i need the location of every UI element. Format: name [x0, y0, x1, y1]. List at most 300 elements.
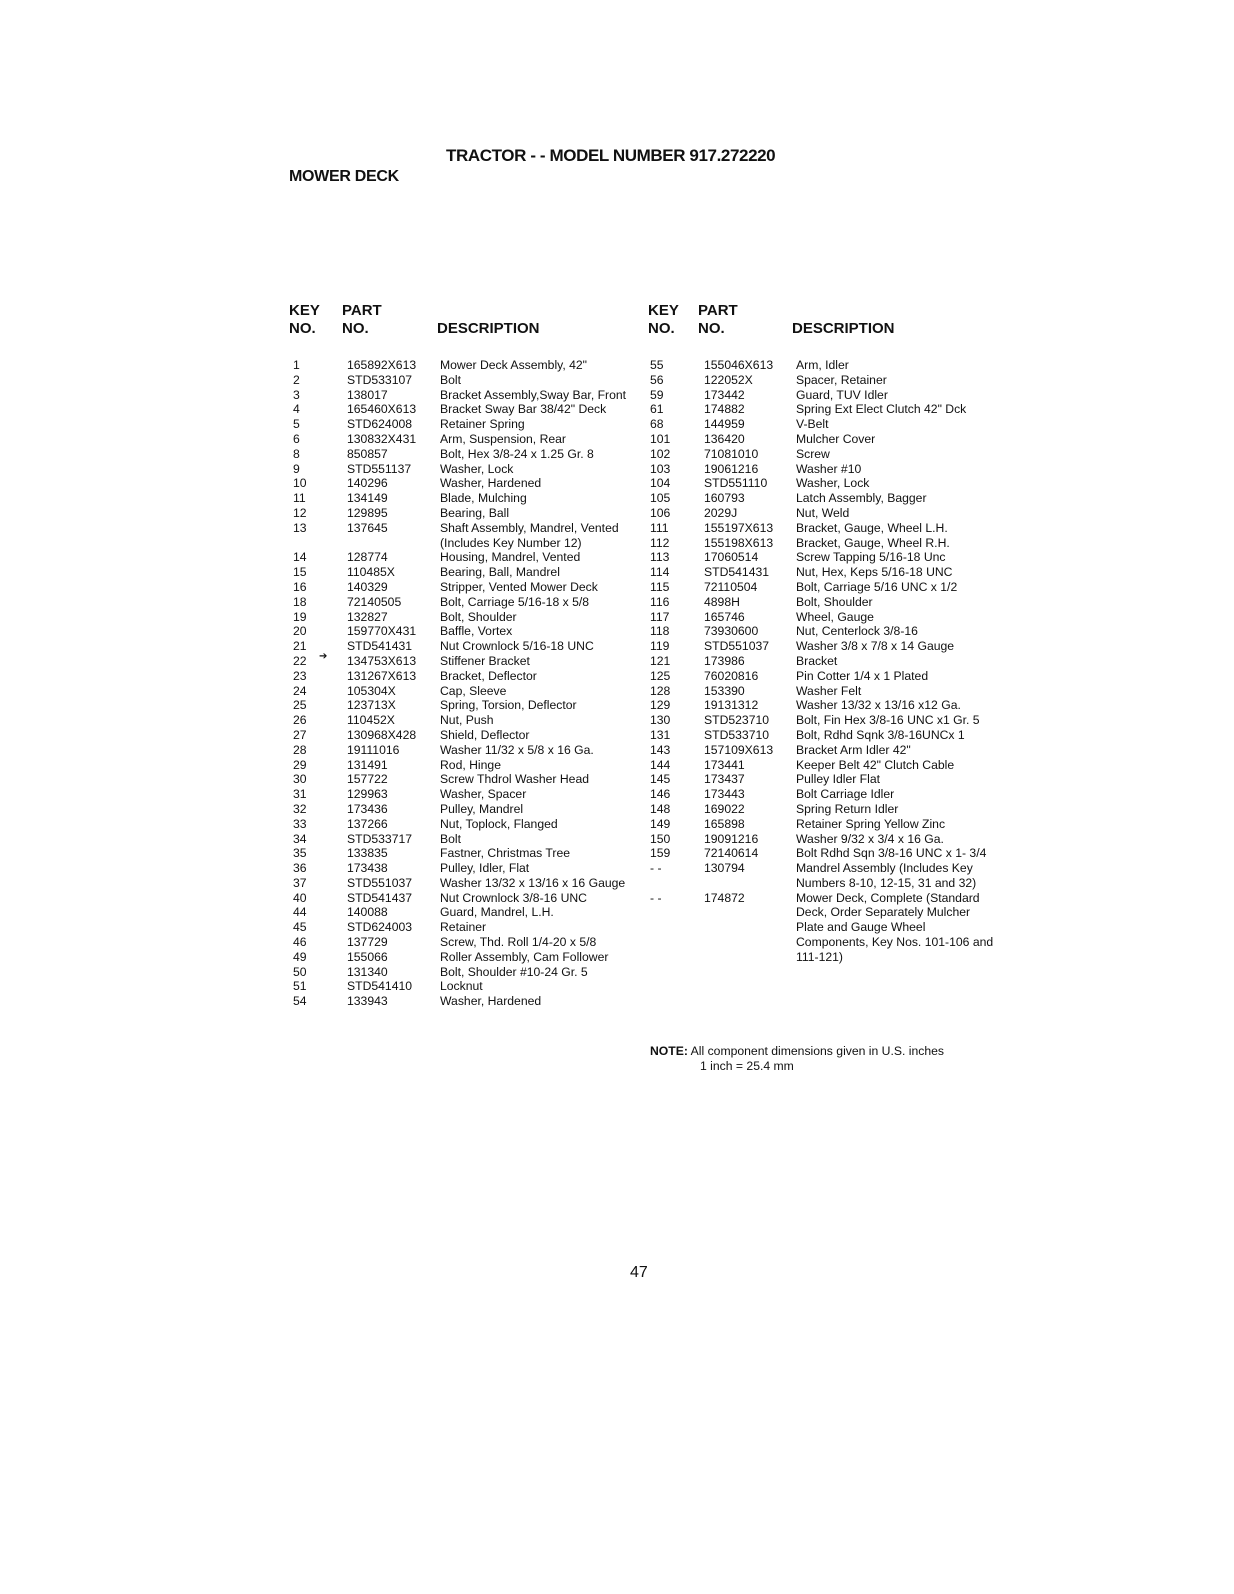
key-number: 22: [293, 653, 307, 668]
parts-row: [650, 536, 996, 551]
part-description: Washer 3/8 x 7/8 x 14 Gauge: [796, 639, 955, 654]
key-number: 119: [650, 639, 670, 654]
part-number: 173436: [347, 801, 388, 816]
key-number: 11: [293, 491, 306, 506]
parts-row: [650, 624, 996, 639]
part-header-line2: NO.: [698, 320, 725, 337]
key-number: - -: [650, 890, 662, 905]
key-header-line2: NO.: [289, 320, 316, 337]
part-number: 136420: [704, 431, 745, 446]
key-number: 146: [650, 787, 671, 802]
key-number: 6: [293, 431, 300, 446]
part-number: 173986: [704, 653, 745, 668]
key-number: 125: [650, 668, 671, 683]
parts-row: [650, 698, 996, 713]
part-description: Washer, Hardened: [440, 994, 542, 1009]
part-description: Pin Cotter 1/4 x 1 Plated: [796, 668, 929, 683]
part-number: 131267X613: [347, 668, 417, 683]
part-number: 144959: [704, 417, 745, 432]
part-number: 123713X: [347, 698, 396, 713]
part-number: 174872: [704, 890, 745, 905]
part-description: Bolt, Carriage 5/16 UNC x 1/2: [796, 579, 958, 594]
part-description: Mulcher Cover: [796, 431, 876, 446]
part-description: Spring Ext Elect Clutch 42" Dck: [796, 402, 967, 417]
key-number: 15: [293, 565, 307, 580]
parts-row: [293, 684, 640, 699]
parts-row: [293, 861, 640, 876]
part-description: Nut Crownlock 3/8-16 UNC: [440, 890, 587, 905]
part-number: 19111016: [347, 742, 400, 757]
part-number: 173442: [704, 387, 745, 402]
key-number: 129: [650, 698, 671, 713]
parts-row: [650, 550, 996, 565]
key-number: 2: [293, 372, 300, 387]
part-number: 72110504: [704, 579, 758, 594]
key-number: 40: [293, 890, 307, 905]
part-description: Baffle, Vortex: [440, 624, 513, 639]
key-number: 36: [293, 861, 307, 876]
part-number: 173443: [704, 787, 745, 802]
part-number: STD541410: [347, 979, 413, 994]
parts-row: [650, 817, 996, 832]
key-number: 45: [293, 920, 307, 935]
parts-row: [293, 639, 640, 654]
page-number: 47: [630, 1264, 648, 1281]
part-description: Arm, Idler: [796, 358, 849, 372]
key-number: 103: [650, 461, 671, 476]
key-number: 18: [293, 594, 307, 609]
parts-row: [293, 462, 640, 477]
part-description: Bolt: [440, 372, 462, 387]
parts-row: [650, 846, 996, 861]
key-number: 117: [650, 609, 670, 624]
part-description: Shaft Assembly, Mandrel, Vented (Includes Key Number 12): [440, 520, 619, 550]
key-number: 61: [650, 402, 664, 417]
part-number: 129895: [347, 505, 388, 520]
key-number: 19: [293, 609, 307, 624]
part-description: Keeper Belt 42" Clutch Cable: [796, 757, 955, 772]
part-number: 140296: [347, 476, 388, 491]
left-description-header: DESCRIPTION: [437, 320, 540, 337]
part-description: Washer 11/32 x 5/8 x 16 Ga.: [440, 742, 594, 757]
parts-row: [293, 979, 640, 994]
parts-row: [293, 373, 640, 388]
key-number: 144: [650, 757, 671, 772]
parts-row: [293, 358, 640, 373]
parts-row: [293, 388, 640, 403]
key-number: 50: [293, 964, 307, 979]
key-number: 106: [650, 505, 671, 520]
part-description: Spring, Torsion, Deflector: [440, 698, 577, 713]
part-description: Washer 13/32 x 13/16 x 16 Gauge: [440, 875, 626, 890]
part-description: Retainer Spring Yellow Zinc: [796, 816, 946, 831]
key-number: 1: [293, 358, 300, 372]
part-description: Guard, TUV Idler: [796, 387, 888, 402]
part-description: Bolt, Shoulder: [440, 609, 517, 624]
part-description: Bracket Assembly,Sway Bar, Front: [440, 387, 627, 402]
key-header-line1: KEY: [289, 302, 320, 319]
part-description: Washer, Hardened: [440, 476, 542, 491]
part-number: 174882: [704, 402, 745, 417]
part-number: STD533107: [347, 372, 413, 387]
key-number: 28: [293, 742, 307, 757]
parts-row: [650, 891, 996, 965]
left-key-header: [289, 302, 320, 338]
part-description: Bolt: [440, 831, 462, 846]
part-description: Bolt Rdhd Sqn 3/8-16 UNC x 1- 3/4: [796, 846, 987, 861]
key-number: 46: [293, 935, 307, 950]
parts-row: [650, 787, 996, 802]
part-number: 71081010: [704, 446, 759, 461]
key-number: 149: [650, 816, 671, 831]
part-number: 140088: [347, 905, 388, 920]
part-description: Stripper, Vented Mower Deck: [440, 579, 598, 594]
key-number: 32: [293, 801, 307, 816]
part-description: Pulley Idler Flat: [796, 772, 880, 787]
note-line2: 1 inch = 25.4 mm: [700, 1058, 794, 1073]
key-number: 4: [293, 402, 300, 417]
parts-row: [293, 698, 640, 713]
part-number: 19091216: [704, 831, 759, 846]
key-number: 114: [650, 565, 670, 580]
parts-row: [293, 950, 640, 965]
key-header-line2: NO.: [648, 320, 675, 337]
key-number: 10: [293, 476, 307, 491]
parts-row: [293, 772, 640, 787]
part-number: 129963: [347, 787, 388, 802]
part-number: 19131312: [704, 698, 759, 713]
key-number: 27: [293, 727, 307, 742]
parts-row: [293, 476, 640, 491]
part-number: 122052X: [704, 372, 753, 387]
parts-row: [650, 447, 996, 462]
part-number: 140329: [347, 579, 388, 594]
part-number: 110485X: [347, 565, 395, 580]
key-number: 102: [650, 446, 671, 461]
parts-row: [650, 417, 996, 432]
parts-row: [293, 580, 640, 595]
parts-row: [293, 447, 640, 462]
left-parts-table: [293, 358, 640, 1009]
key-number: 44: [293, 905, 307, 920]
left-part-header: [342, 302, 382, 338]
parts-row: [293, 935, 640, 950]
parts-row: [293, 994, 640, 1009]
parts-row: [293, 506, 640, 521]
part-number: STD533717: [347, 831, 413, 846]
part-number: 131491: [347, 757, 388, 772]
parts-row: [293, 417, 640, 432]
part-description: Cap, Sleeve: [440, 683, 507, 698]
parts-row: [293, 876, 640, 891]
key-number: 143: [650, 742, 671, 757]
key-number: 49: [293, 949, 307, 964]
part-description: Housing, Mandrel, Vented: [440, 550, 581, 565]
parts-row: [650, 654, 996, 669]
key-number: 150: [650, 831, 671, 846]
parts-row: [650, 476, 996, 491]
part-header-line1: PART: [698, 302, 738, 319]
key-number: 21: [293, 639, 307, 654]
part-description: Locknut: [440, 979, 483, 994]
key-number: 145: [650, 772, 671, 787]
key-number: 31: [293, 787, 307, 802]
part-description: Rod, Hinge: [440, 757, 501, 772]
parts-row: [650, 491, 996, 506]
parts-row: [293, 905, 640, 920]
key-number: 5: [293, 417, 300, 432]
key-number: 29: [293, 757, 307, 772]
key-number: 34: [293, 831, 307, 846]
parts-row: [650, 432, 996, 447]
part-description: Screw Tapping 5/16-18 Unc: [796, 550, 946, 565]
part-number: 132827: [347, 609, 388, 624]
key-number: 3: [293, 387, 300, 402]
part-number: STD551137: [347, 461, 412, 476]
key-number: 20: [293, 624, 307, 639]
part-number: 155197X613: [704, 520, 774, 535]
key-number: 56: [650, 372, 664, 387]
parts-row: [293, 817, 640, 832]
part-number: 133835: [347, 846, 388, 861]
part-description: Pulley, Idler, Flat: [440, 861, 530, 876]
part-number: STD624003: [347, 920, 413, 935]
key-number: 8: [293, 446, 300, 461]
right-description-header: DESCRIPTION: [792, 320, 895, 337]
part-description: Bolt, Rdhd Sqnk 3/8-16UNCx 1: [796, 727, 965, 742]
part-description: Screw: [796, 446, 830, 461]
parts-row: [293, 432, 640, 447]
part-number: 131340: [347, 964, 388, 979]
part-number: 173441: [704, 757, 745, 772]
key-number: 24: [293, 683, 307, 698]
parts-row: [293, 521, 640, 551]
part-number: 137266: [347, 816, 388, 831]
part-description: Shield, Deflector: [440, 727, 530, 742]
part-description: V-Belt: [796, 417, 829, 432]
part-number: 17060514: [704, 550, 759, 565]
key-number: 104: [650, 476, 671, 491]
parts-row: [293, 802, 640, 817]
part-description: Retainer Spring: [440, 417, 525, 432]
part-description: Stiffener Bracket: [440, 653, 530, 668]
key-number: 30: [293, 772, 307, 787]
part-description: Guard, Mandrel, L.H.: [440, 905, 554, 920]
key-number: 105: [650, 491, 671, 506]
key-number: 115: [650, 579, 670, 594]
parts-row: [293, 650, 640, 669]
parts-row: [650, 358, 996, 373]
part-description: Bolt, Shoulder #10-24 Gr. 5: [440, 964, 588, 979]
parts-row: [650, 373, 996, 388]
parts-row: [650, 802, 996, 817]
part-description: Nut, Toplock, Flanged: [440, 816, 558, 831]
part-description: Nut, Hex, Keps 5/16-18 UNC: [796, 565, 953, 580]
part-number: STD551037: [347, 875, 413, 890]
part-description: Washer 13/32 x 13/16 x12 Ga.: [796, 698, 961, 713]
part-number: 4898H: [704, 594, 740, 609]
part-description: Washer 9/32 x 3/4 x 16 Ga.: [796, 831, 944, 846]
part-description: Bracket Sway Bar 38/42" Deck: [440, 402, 607, 417]
key-number: 54: [293, 994, 307, 1009]
parts-row: [293, 491, 640, 506]
part-number: 19061216: [704, 461, 759, 476]
key-number: 113: [650, 550, 670, 565]
part-number: STD523710: [704, 713, 770, 728]
key-number: 121: [650, 653, 671, 668]
part-description: Bolt Carriage Idler: [796, 787, 895, 802]
part-number: 133943: [347, 994, 388, 1009]
part-number: 134753X613: [347, 653, 417, 668]
part-number: STD624008: [347, 417, 413, 432]
part-number: 160793: [704, 491, 745, 506]
part-description: Bearing, Ball, Mandrel: [440, 565, 560, 580]
part-description: Nut, Weld: [796, 505, 850, 520]
key-number: 16: [293, 579, 307, 594]
parts-row: [650, 595, 996, 610]
key-number: 13: [293, 520, 307, 535]
part-description: Screw Thdrol Washer Head: [440, 772, 590, 787]
part-number: 134149: [347, 491, 388, 506]
part-number: 110452X: [347, 713, 395, 728]
key-number: 68: [650, 417, 664, 432]
part-description: Bracket, Gauge, Wheel R.H.: [796, 535, 950, 550]
parts-row: [650, 521, 996, 536]
part-description: Mower Deck, Complete (Standard Deck, Order Separately Mulcher Plate and Gauge Wheel Components, Key Nos. 101-106 and 111-121): [796, 890, 994, 964]
parts-row: [293, 713, 640, 728]
part-description: Washer, Lock: [796, 476, 870, 491]
part-number: 153390: [704, 683, 745, 698]
parts-row: [293, 920, 640, 935]
part-number: 130832X431: [347, 431, 417, 446]
part-description: Spring Return Idler: [796, 801, 899, 816]
key-number: 35: [293, 846, 307, 861]
part-description: Bracket, Gauge, Wheel L.H.: [796, 520, 948, 535]
parts-row: [293, 832, 640, 847]
part-number: 130794: [704, 861, 745, 876]
note-label: NOTE:: [650, 1044, 688, 1058]
parts-row: [293, 669, 640, 684]
part-number: 173437: [704, 772, 745, 787]
parts-row: [293, 965, 640, 980]
part-description: Washer #10: [796, 461, 862, 476]
key-number: 14: [293, 550, 307, 565]
key-header-line1: KEY: [648, 302, 679, 319]
key-number: 37: [293, 875, 307, 890]
key-number: 131: [650, 727, 671, 742]
parts-row: [650, 388, 996, 403]
parts-row: [650, 506, 996, 521]
part-number: STD533710: [704, 727, 770, 742]
part-description: Wheel, Gauge: [796, 609, 874, 624]
part-number: 72140505: [347, 594, 402, 609]
part-description: Bolt, Fin Hex 3/8-16 UNC x1 Gr. 5: [796, 713, 980, 728]
parts-row: [293, 550, 640, 565]
part-header-line2: NO.: [342, 320, 369, 337]
key-number: 51: [293, 979, 307, 994]
parts-row: [293, 402, 640, 417]
part-description: Mower Deck Assembly, 42": [440, 358, 588, 372]
part-number: 130968X428: [347, 727, 417, 742]
key-number: 23: [293, 668, 307, 683]
part-number: 2029J: [704, 505, 738, 520]
parts-row: [293, 624, 640, 639]
parts-row: [293, 787, 640, 802]
part-number: 138017: [347, 387, 388, 402]
parts-row: [293, 565, 640, 580]
parts-row: [650, 610, 996, 625]
key-number: 26: [293, 713, 307, 728]
parts-row: [650, 772, 996, 787]
pointer-arrow-icon: ➔: [319, 650, 328, 662]
key-number: - -: [650, 861, 662, 876]
parts-row: [650, 684, 996, 699]
part-number: 128774: [347, 550, 388, 565]
part-number: STD551037: [704, 639, 770, 654]
parts-row: [650, 758, 996, 773]
parts-row: [650, 861, 996, 891]
key-number: 130: [650, 713, 671, 728]
part-description: Nut Crownlock 5/16-18 UNC: [440, 639, 594, 654]
parts-row: [650, 713, 996, 728]
page-title: TRACTOR - - MODEL NUMBER 917.272220: [446, 146, 776, 165]
part-description: Bolt, Hex 3/8-24 x 1.25 Gr. 8: [440, 446, 594, 461]
part-number: STD541437: [347, 890, 413, 905]
part-description: Washer, Lock: [440, 461, 514, 476]
key-number: 159: [650, 846, 671, 861]
part-number: 155046X613: [704, 358, 774, 372]
part-number: 76020816: [704, 668, 759, 683]
part-number: 165746: [704, 609, 745, 624]
part-description: Roller Assembly, Cam Follower: [440, 949, 609, 964]
part-description: Bracket Arm Idler 42": [796, 742, 911, 757]
part-description: Bolt, Shoulder: [796, 594, 873, 609]
part-description: Washer, Spacer: [440, 787, 527, 802]
part-number: 165892X613: [347, 358, 417, 372]
parts-row: [293, 743, 640, 758]
right-parts-table: [650, 358, 996, 965]
part-number: STD551110: [704, 476, 768, 491]
part-description: Bolt, Carriage 5/16-18 x 5/8: [440, 594, 590, 609]
key-number: 118: [650, 624, 670, 639]
part-number: 105304X: [347, 683, 396, 698]
parts-row: [650, 565, 996, 580]
part-number: 73930600: [704, 624, 759, 639]
part-number: 850857: [347, 446, 388, 461]
key-number: 55: [650, 358, 664, 372]
part-number: 157722: [347, 772, 388, 787]
parts-row: [293, 891, 640, 906]
key-number: 111: [650, 520, 669, 535]
part-number: 137645: [347, 520, 388, 535]
part-description: Bracket: [796, 653, 838, 668]
parts-row: [650, 639, 996, 654]
part-description: Pulley, Mandrel: [440, 801, 524, 816]
parts-row: [293, 595, 640, 610]
key-number: 59: [650, 387, 664, 402]
key-number: 148: [650, 801, 671, 816]
parts-row: [293, 610, 640, 625]
parts-row: [650, 402, 996, 417]
part-number: 137729: [347, 935, 388, 950]
section-title: MOWER DECK: [289, 168, 399, 185]
key-number: 9: [293, 461, 300, 476]
part-number: 155066: [347, 949, 388, 964]
key-number: 25: [293, 698, 307, 713]
part-number: STD541431: [704, 565, 770, 580]
dimensions-note: [650, 1044, 944, 1074]
part-header-line1: PART: [342, 302, 382, 319]
